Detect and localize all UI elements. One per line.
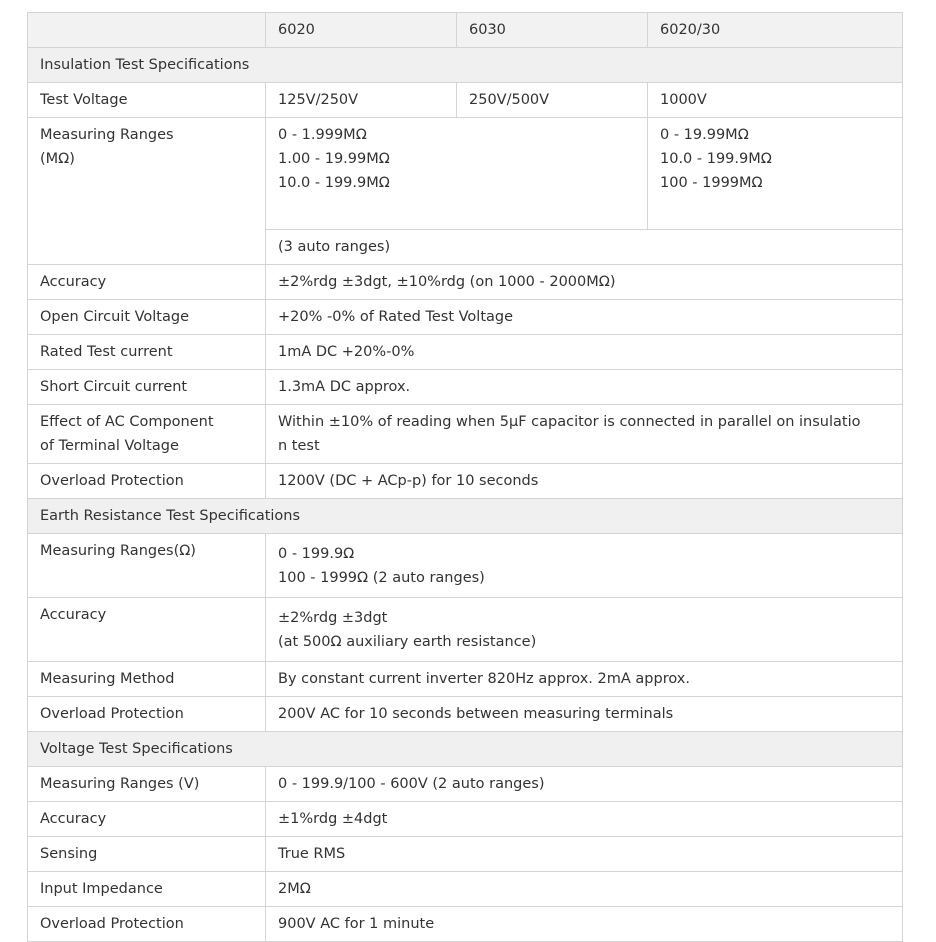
table-row: [28, 335, 903, 370]
row-label: Short Circuit current: [28, 370, 266, 405]
table-row: [28, 300, 903, 335]
row-value: ±1%rdg ±4dgt: [266, 802, 903, 837]
header-6030: 6030: [457, 13, 648, 48]
table-row: [28, 872, 903, 907]
table-row: [28, 662, 903, 697]
measuring-ranges-6020-6030: [266, 118, 648, 230]
row-label: Accuracy: [28, 802, 266, 837]
table-row: [28, 83, 903, 118]
row-value: 1.3mA DC approx.: [266, 370, 903, 405]
insulation-section-title: Insulation Test Specifications: [28, 48, 903, 83]
test-voltage-6020: 125V/250V: [266, 83, 457, 118]
value-line: (at 500Ω auxiliary earth resistance): [278, 633, 537, 650]
row-label: Measuring Ranges(Ω): [28, 534, 266, 598]
header-6020-30: 6020/30: [648, 13, 903, 48]
range-line: 0 - 1.999MΩ: [278, 127, 367, 143]
table-row: [28, 837, 903, 872]
header-6020: 6020: [266, 13, 457, 48]
value-line: ±2%rdg ±3dgt: [278, 609, 388, 626]
row-label: Accuracy: [28, 598, 266, 662]
range-line: 0 - 19.99MΩ: [660, 127, 749, 143]
table-row: [28, 464, 903, 499]
table-row: [28, 370, 903, 405]
table-row: [28, 265, 903, 300]
row-label: Test Voltage: [28, 83, 266, 118]
row-label: Overload Protection: [28, 464, 266, 499]
label-line: Measuring Ranges: [40, 127, 174, 143]
test-voltage-6030: 250V/500V: [457, 83, 648, 118]
row-label: Accuracy: [28, 265, 266, 300]
value-line: 0 - 199.9Ω: [278, 545, 355, 562]
row-label: Sensing: [28, 837, 266, 872]
measuring-ranges-6020-30: [648, 118, 903, 230]
table-row: [28, 697, 903, 732]
row-label: Overload Protection: [28, 907, 266, 942]
range-line: 100 - 1999MΩ: [660, 175, 763, 191]
row-value: True RMS: [266, 837, 903, 872]
spec-table: [27, 12, 903, 942]
value-line: 100 - 1999Ω (2 auto ranges): [278, 569, 485, 586]
row-value: ±2%rdg ±3dgt, ±10%rdg (on 1000 - 2000MΩ): [266, 265, 903, 300]
table-row: [28, 598, 903, 662]
row-label: Overload Protection: [28, 697, 266, 732]
table-row: [28, 534, 903, 598]
row-value: +20% -0% of Rated Test Voltage: [266, 300, 903, 335]
value-line: Within ±10% of reading when 5μF capacitor is connected in parallel on insulatio: [278, 414, 861, 430]
table-row: [28, 907, 903, 942]
auto-ranges-note: (3 auto ranges): [266, 230, 903, 265]
label-line: (MΩ): [40, 151, 75, 167]
section-row: [28, 48, 903, 83]
table-row: [28, 767, 903, 802]
test-voltage-6020-30: 1000V: [648, 83, 903, 118]
earth-section-title: Earth Resistance Test Specifications: [28, 499, 903, 534]
range-line: 1.00 - 19.99MΩ: [278, 151, 390, 167]
row-label: Input Impedance: [28, 872, 266, 907]
table-row: [28, 118, 903, 230]
table-header-row: [28, 13, 903, 48]
row-label: [28, 118, 266, 265]
row-value: 2MΩ: [266, 872, 903, 907]
row-value: 200V AC for 10 seconds between measuring terminals: [266, 697, 903, 732]
row-value: 0 - 199.9/100 - 600V (2 auto ranges): [266, 767, 903, 802]
row-value: 900V AC for 1 minute: [266, 907, 903, 942]
range-line: 10.0 - 199.9MΩ: [278, 175, 390, 191]
label-line: Effect of AC Component: [40, 414, 214, 430]
voltage-section-title: Voltage Test Specifications: [28, 732, 903, 767]
row-value: By constant current inverter 820Hz approx. 2mA approx.: [266, 662, 903, 697]
section-row: [28, 732, 903, 767]
range-line: 10.0 - 199.9MΩ: [660, 151, 772, 167]
row-label: Rated Test current: [28, 335, 266, 370]
section-row: [28, 499, 903, 534]
row-value: [266, 598, 903, 662]
row-value: 1200V (DC + ACp-p) for 10 seconds: [266, 464, 903, 499]
row-label: Measuring Ranges (V): [28, 767, 266, 802]
row-label: Open Circuit Voltage: [28, 300, 266, 335]
header-blank-cell: [28, 13, 266, 48]
value-line: n test: [278, 438, 320, 454]
table-row: [28, 405, 903, 464]
row-value: 1mA DC +20%-0%: [266, 335, 903, 370]
row-label: Measuring Method: [28, 662, 266, 697]
label-line: of Terminal Voltage: [40, 438, 179, 454]
row-label: [28, 405, 266, 464]
row-value: [266, 405, 903, 464]
table-row: [28, 802, 903, 837]
row-value: [266, 534, 903, 598]
